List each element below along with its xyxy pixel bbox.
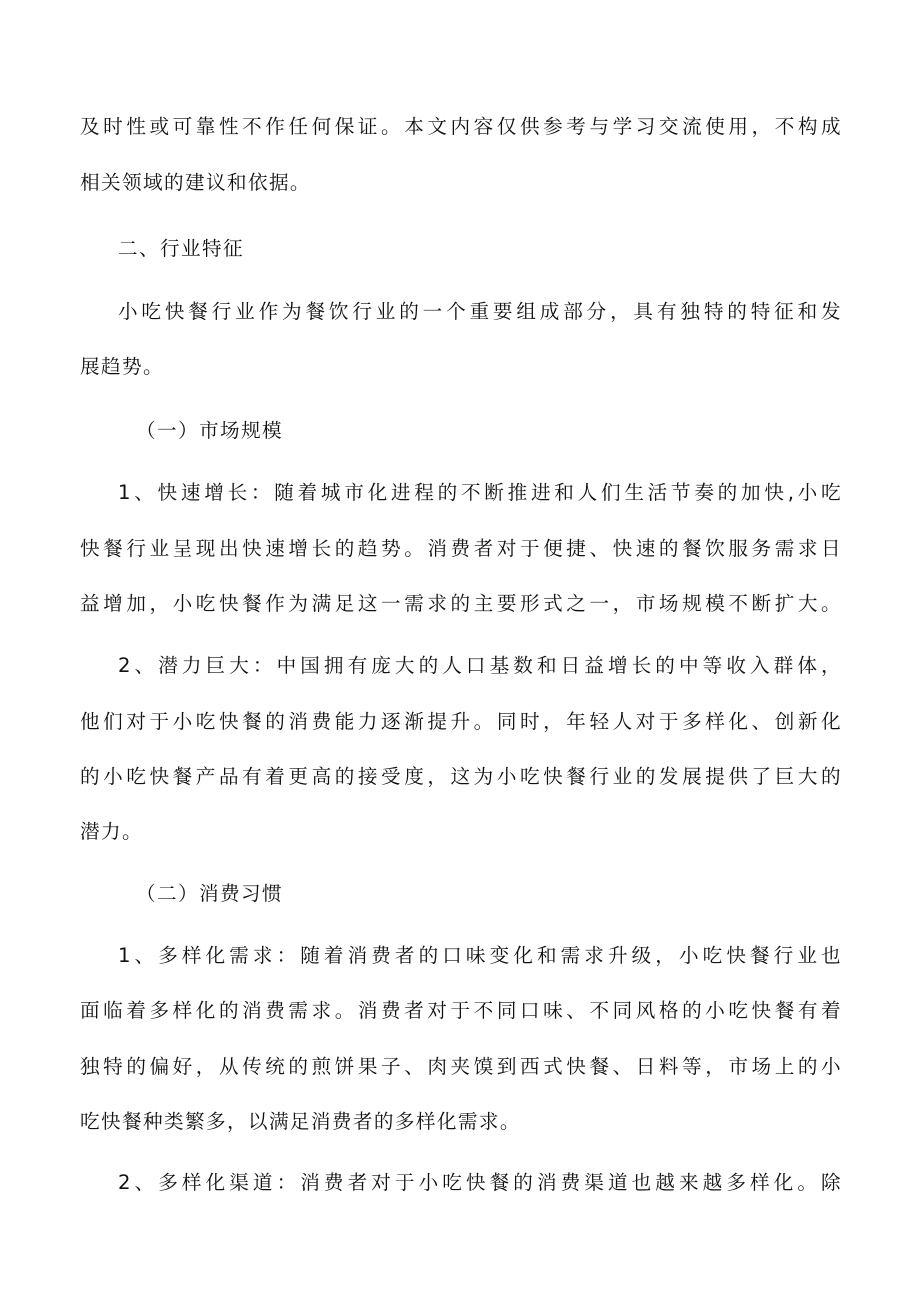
paragraph-line: 吃快餐种类繁多，以满足消费者的多样化需求。 bbox=[80, 1110, 521, 1133]
paragraph-line: 1、快速增长：随着城市化进程的不断推进和人们生活节奏的加快,小吃 bbox=[118, 481, 842, 504]
paragraph-line: 面临着多样化的消费需求。消费者对于不同口味、不同风格的小吃快餐有着 bbox=[80, 999, 842, 1022]
paragraph-line: 快餐行业呈现出快速增长的趋势。消费者对于便捷、快速的餐饮服务需求日 bbox=[80, 537, 842, 560]
paragraph-line: 潜力。 bbox=[80, 820, 143, 843]
paragraph-line: 2、潜力巨大：中国拥有庞大的人口基数和日益增长的中等收入群体， bbox=[118, 654, 842, 677]
subsection-heading: （二）消费习惯 bbox=[136, 882, 283, 905]
paragraph-line: 独特的偏好，从传统的煎饼果子、肉夹馍到西式快餐、日料等，市场上的小 bbox=[80, 1055, 842, 1078]
paragraph-line: 及时性或可靠性不作任何保证。本文内容仅供参考与学习交流使用，不构成 bbox=[80, 115, 842, 138]
paragraph-line: 相关领域的建议和依据。 bbox=[80, 171, 311, 194]
paragraph-line: 展趋势。 bbox=[80, 355, 164, 378]
paragraph-line: 的小吃快餐产品有着更高的接受度，这为小吃快餐行业的发展提供了巨大的 bbox=[80, 765, 842, 788]
paragraph-line: 2、多样化渠道：消费者对于小吃快餐的消费渠道也越来越多样化。除 bbox=[118, 1171, 842, 1194]
section-heading: 二、行业特征 bbox=[118, 237, 244, 260]
paragraph-line: 益增加，小吃快餐作为满足这一需求的主要形式之一，市场规模不断扩大。 bbox=[80, 592, 842, 615]
paragraph-line: 他们对于小吃快餐的消费能力逐渐提升。同时，年轻人对于多样化、创新化 bbox=[80, 710, 842, 733]
paragraph-line: 小吃快餐行业作为餐饮行业的一个重要组成部分，具有独特的特征和发 bbox=[118, 300, 842, 323]
paragraph-line: 1、多样化需求：随着消费者的口味变化和需求升级，小吃快餐行业也 bbox=[118, 944, 842, 967]
subsection-heading: （一）市场规模 bbox=[136, 419, 283, 442]
